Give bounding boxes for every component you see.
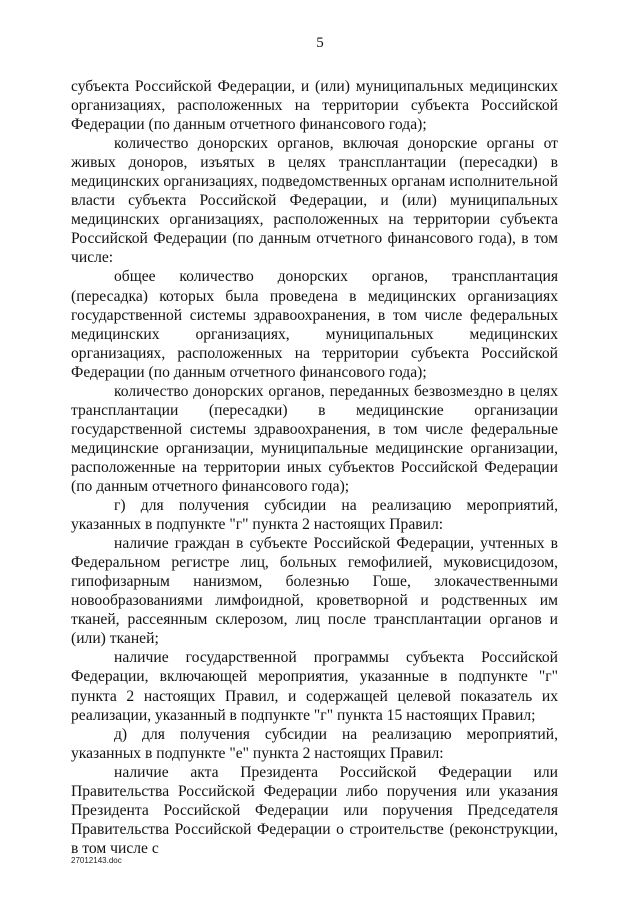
paragraph: наличие государственной программы субъекта Российской Федерации, включающей мероприятия, указанные в подпункте "г" пункта 2 настоящих Правил, и содержащей целевой показатель их реализации, указанный в подпункте "г" пункта 15 настоящих Правил; xyxy=(71,649,558,724)
page-number: 5 xyxy=(316,35,324,51)
paragraph: наличие акта Президента Российской Федерации или Правительства Российской Федерации либо поручения или указания Президента Российской Федерации или поручения Председателя Правительства Российской Федерации о строительстве (реконструкции, в том числе с xyxy=(71,763,558,857)
paragraph: г) для получения субсидии на реализацию мероприятий, указанных в подпункте "г" пункта 2 настоящих Правил: xyxy=(71,497,558,534)
paragraph: количество донорских органов, переданных безвозмездно в целях трансплантации (пересадки) в медицинские организации государственной системы здравоохранения, в том числе федеральные медицинские организации, муниципальные медицинские организации, расположенные на территории иных субъектов Российской Федерации (по данным отчетного финансового года); xyxy=(71,382,558,495)
paragraph: субъекта Российской Федерации, и (или) муниципальных медицинских организациях, расположенных на территории субъекта Российской Федерации (по данным отчетного финансового года); xyxy=(71,78,558,134)
paragraph: д) для получения субсидии на реализацию мероприятий, указанных в подпункте "е" пункта 2 настоящих Правил: xyxy=(71,725,558,762)
paragraph: общее количество донорских органов, трансплантация (пересадка) которых была проведена в медицинских организациях государственной системы здравоохранения, в том числе федеральных медицинских организациях, муниципальных медицинских организациях, расположенных на территории субъекта Российской Федерации (по данным отчетного финансового года); xyxy=(71,268,558,381)
footer-filename: 27012143.doc xyxy=(71,856,122,865)
document-body xyxy=(71,77,558,858)
paragraph: количество донорских органов, включая донорские органы от живых доноров, изъятых в целях трансплантации (пересадки) в медицинских организациях, подведомственных органам исполнительной власти субъекта Российской Федерации, и (или) муниципальных медицинских организациях, расположенных на территории субъекта Российской Федерации (по данным отчетного финансового года), в том числе: xyxy=(71,135,559,267)
paragraph: наличие граждан в субъекте Российской Федерации, учтенных в Федеральном регистре лиц, больных гемофилией, муковисцидозом, гипофизарным нанизмом, болезнью Гоше, злокачественными новообразованиями лимфоидной, кроветворной и родственных им тканей, рассеянным склерозом, лиц после трансплантации органов и (или) тканей; xyxy=(71,535,558,648)
